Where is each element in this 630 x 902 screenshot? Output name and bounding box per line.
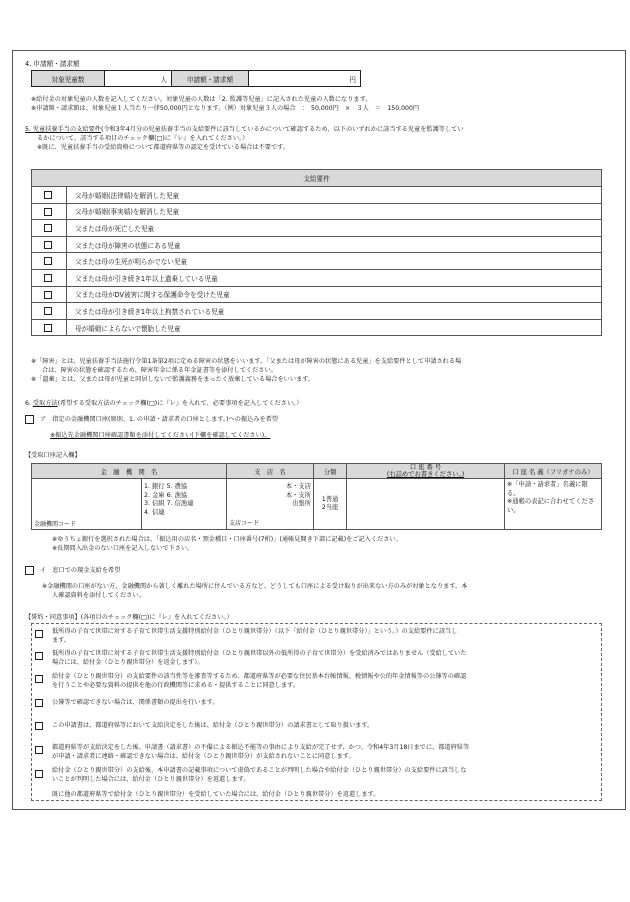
pledge-checkbox[interactable] xyxy=(35,630,43,638)
requirement-checkbox[interactable] xyxy=(44,291,52,299)
pledge-item-cont: 場合には、給付金（ひとり親世帯分）を返金します）。 xyxy=(52,659,204,666)
requirement-item: 母が婚姻によらないで懐胎した児童 xyxy=(67,319,602,336)
account-number-sub: (右詰めでお書きください。) xyxy=(386,471,465,478)
pledge-item-cont: を行うことや必要な資料の提供を他の行政機関等に求める・提供することに同意します。 xyxy=(52,682,300,689)
pledge-item-cont: ます。 xyxy=(52,637,71,644)
requirement-checkbox[interactable] xyxy=(44,324,52,332)
section5-note1b: 合は、障害の状態を確認するため、障害年金に係る年金証書等を添付してください。 xyxy=(42,367,277,374)
requirement-item: 父または母が引き続き1年以上遺棄している児童 xyxy=(67,269,602,286)
branch-code-label: 支店コード xyxy=(229,519,260,527)
option-b-checkbox[interactable] xyxy=(25,566,34,575)
person-unit: 人 xyxy=(160,75,167,84)
account-number-label: 口 座 番 号 xyxy=(409,464,442,471)
bank-section-title: 【受取口座記入欄】 xyxy=(25,452,81,459)
pledge-checkbox[interactable] xyxy=(35,652,43,660)
requirements-table xyxy=(31,169,602,336)
class-type: 1普通 xyxy=(321,495,339,503)
bank-type: 4. 信連 xyxy=(144,508,165,516)
section5-line3: ※既に、児童扶養手当の受給資格について都道府県等の認定を受けている場合は不要です。 xyxy=(37,144,290,151)
pledge-checkbox[interactable] xyxy=(35,746,43,754)
bank-type: 2. 金庫 6. 漁協 xyxy=(144,491,188,499)
pledge-checkbox[interactable] xyxy=(35,675,43,683)
branch-type: 出張所 xyxy=(292,500,311,507)
class-type: 2当座 xyxy=(321,504,339,511)
account-holder-note: ※「申請・請求者」名義に限る。 xyxy=(507,481,588,497)
bank-note2: ※長期間入出金のない口座を記入しないで下さい。 xyxy=(52,545,194,552)
child-count-field[interactable] xyxy=(105,71,172,87)
class-options[interactable] xyxy=(314,479,347,530)
requirement-checkbox[interactable] xyxy=(44,241,52,249)
section4-note2: ※申請額・請求額は、対象児童１人当たり一律50,000円となります。（例）対象児童３人の場合 ： 50,000円 × ３人 ＝ 150,000円 xyxy=(31,105,420,112)
branch-type: 本・支店 xyxy=(285,483,311,490)
requirements-header: 支給要件 xyxy=(32,170,602,187)
pledge-item: 給付金（ひとり親世帯分）の支給要件の該当性等を審査等するため、都道府県等が必要な住民基本台帳情報、税情報や公的年金情報等の公簿等の確認 xyxy=(52,673,467,680)
bank-account-table xyxy=(31,463,602,530)
pledge-item: 給付金（ひとり親世帯分）の支給後、本申請書の記載事項について虚偽であることが判明した場合や給付金（ひとり親世帯分）の支給要件に該当しな xyxy=(52,767,467,774)
amount-label: 申請額・請求額 xyxy=(172,71,249,87)
option-b-note1: ※金融機関の口座がない方、金融機関から著しく離れた場所に住んでいる方など、どうしても口座による受け取りが出来ない方のみが対象となります。本 xyxy=(42,583,468,590)
requirement-checkbox[interactable] xyxy=(44,224,52,232)
requirement-item: 父母が婚姻(法律婚)を解消した児童 xyxy=(67,187,602,204)
amount-table xyxy=(31,70,361,87)
bank-type: 3. 信組 7. 信漁連 xyxy=(144,500,194,507)
yen-unit: 円 xyxy=(349,75,356,84)
pledge-item: 低所得の子育て世帯に対する子育て世帯生活支援特別給付金（ひとり親世帯以外の低所得の子育て世帯分）を受給済みではありません（受給していた xyxy=(52,650,467,657)
section5-title: 5. 児童扶養手当の支給要件 xyxy=(25,126,101,133)
requirement-checkbox[interactable] xyxy=(44,257,52,265)
pledge-title: 【誓約・同意事項】(各項目のチェック欄(□)に『レ』を入れてください。） xyxy=(25,614,233,621)
account-number-field[interactable] xyxy=(347,479,505,530)
section6-title-number: 6. xyxy=(25,400,33,407)
bank-note1: ※ゆうちょ銀行を選択された場合は、「振込用の店名・預金種目・口座番号(7桁)」(通帳見開き下部に記載)をご記入ください。 xyxy=(52,536,402,543)
section5-title-line xyxy=(25,125,464,134)
amount-field[interactable] xyxy=(249,71,361,87)
bank-type-options xyxy=(142,479,227,530)
branch-name-header: 支 店 名 xyxy=(227,464,314,479)
account-number-header xyxy=(347,464,505,479)
section6-title-line xyxy=(25,399,302,408)
option-b-note2: 人確認資料を添付してください。 xyxy=(52,592,145,599)
bank-name-field[interactable] xyxy=(32,479,142,530)
option-a-label: ア 指定の金融機関口座(原則、1. の申請・請求者の口座とします。)への振込みを希望 xyxy=(40,416,279,423)
account-holder-field[interactable] xyxy=(505,479,602,530)
section4-note1: ※給付金の対象児童の人数を記入してください。対象児童の人数は「2. 監護等児童」に記入された児童の人数になります。 xyxy=(31,96,372,103)
requirement-checkbox[interactable] xyxy=(44,191,52,199)
pledge-item-cont: が申請・請求者に連絡・確認できない場合は、給付金（ひとり親世帯分）が支給されないことに同意します。 xyxy=(52,753,355,760)
requirement-item: 父または母が障害の状態にある児童 xyxy=(67,236,602,253)
class-header: 分類 xyxy=(314,464,347,479)
option-b-label: イ 窓口での現金支給を希望 xyxy=(40,567,121,574)
branch-name-field[interactable] xyxy=(227,479,314,530)
requirement-item: 父または母がDV被害に関する保護命令を受けた児童 xyxy=(67,286,602,303)
option-a-checkbox[interactable] xyxy=(25,415,34,424)
pledge-item: 低所得の子育て世帯に対する子育て世帯生活支援特別給付金（ひとり親世帯分）（以下「給付金（ひとり親世帯分）」という。）の支給要件に該当し xyxy=(52,628,458,635)
child-count-label: 対象児童数 xyxy=(32,71,105,87)
pledge-checkbox[interactable] xyxy=(35,722,43,730)
pledge-item: 公簿等で確認できない場合は、関係書類の提出を行います。 xyxy=(52,699,219,706)
bank-code-label: 金融機関コード xyxy=(34,521,77,528)
bank-type: 1. 銀行 5. 農協 xyxy=(144,483,188,490)
pledge-checkbox[interactable] xyxy=(35,699,43,707)
pledge-item-cont: いことが判明した場合には、給付金（ひとり親世帯分）を返還します。 xyxy=(52,776,250,783)
requirement-item: 父または母の生死が明らかでない児童 xyxy=(67,253,602,270)
section6-title: 受取方法 xyxy=(32,400,58,407)
pledge-item-cont: 既に他の都道府県等で給付金（ひとり親世帯分）を受給していた場合には、給付金（ひとり親世帯分）を返還します。 xyxy=(52,791,380,798)
branch-type: 本・支所 xyxy=(285,491,311,499)
pledge-item: 都道府県等が支給決定をした後、申請書（請求書）の不備による振込不能等の事由により支給が完了せず、かつ、令和4年3月18日までに、都道府県等 xyxy=(52,744,470,751)
bank-name-header: 金 融 機 関 名 xyxy=(32,464,227,479)
requirement-item: 父または母が死亡した児童 xyxy=(67,220,602,237)
requirement-checkbox[interactable] xyxy=(44,208,52,216)
account-holder-note: ※通帳の表記に合わせてください。 xyxy=(507,498,595,514)
requirement-checkbox[interactable] xyxy=(44,307,52,315)
pledge-item: この申請書は、都道府県等において支給決定をした後は、給付金（ひとり親世帯分）の請求書として取り扱います。 xyxy=(52,722,374,729)
requirement-item: 父または母が引き続き1年以上拘禁されている児童 xyxy=(67,303,602,320)
requirement-item: 父母が婚姻(事実婚)を解消した児童 xyxy=(67,203,602,220)
option-a-note: ※振込先金融機関口座確認書類を添付してください(下欄を確認してください)。 xyxy=(50,432,271,439)
section5-title-rest: (令和3年4月分の児童扶養手当の支給要件に該当しているかについて確認するため、以下のいずれかに該当する児童を監護等してい xyxy=(100,126,464,133)
section5-note1: ※「障害」とは、児童扶養手当法施行令第1条第2項に定める障害の状態をいいます。「父または母が障害の状態にある児童」を支給要件として申請される場 xyxy=(31,358,462,365)
section5-note2: ※「遺棄」とは、父または母が児童と同居しないで監護義務をまったく放棄している場合をいいます。 xyxy=(31,376,315,383)
section5-line2: るかについて、該当する項目のチェック欄(□)に『レ』を入れてください。） xyxy=(37,135,249,142)
requirement-checkbox[interactable] xyxy=(44,274,52,282)
section4-title: 4. 申請額・請求額 xyxy=(25,60,80,68)
account-holder-header: 口 座 名 義（フリガナのみ） xyxy=(505,464,602,479)
section6-title-rest: (希望する受取方法のチェック欄(□)に『レ』を入れて、必要事項を記入してください。） xyxy=(57,400,303,407)
pledge-checkbox[interactable] xyxy=(35,770,43,778)
